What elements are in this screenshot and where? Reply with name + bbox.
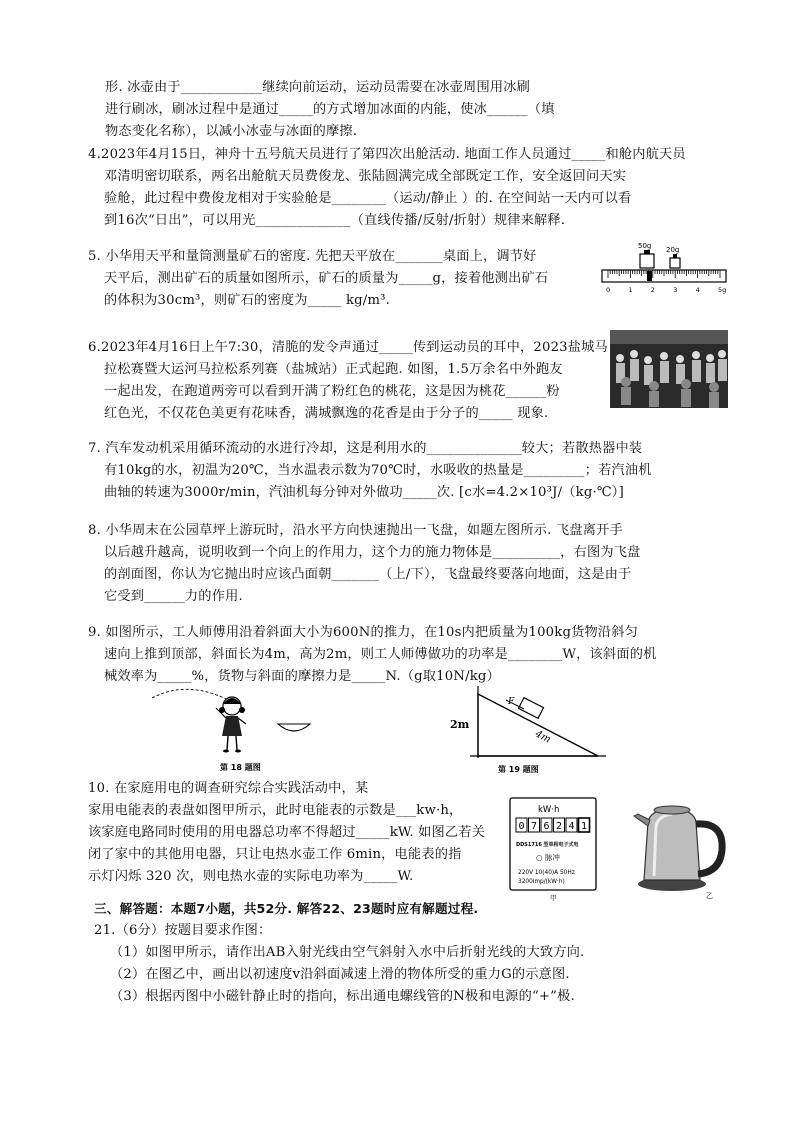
section3-heading: 三、解答题：本题7小题，共52分. 解答22、23题时应有解题过程.: [94, 901, 479, 916]
intro-line-3: 物态变化名称），以减小冰壶与冰面的摩擦.: [105, 124, 358, 139]
frisbee-cross-section: [278, 724, 310, 731]
q10-line-1: 10. 在家庭用电的调查研究综合实践活动中，某: [88, 781, 369, 796]
q7-line-3: 曲轴的转速为3000r/min，汽油机每分钟对外做功_____次. [c水=4.2×10³J/（kg·℃）]: [104, 485, 624, 500]
q7-line-2: 有10kg的水，初温为20℃，当水温表示数为70℃时，水吸收的热量是_________；若汽油机: [104, 463, 652, 478]
weight-20g-label: 20g: [666, 246, 680, 254]
q8-line-3: 的剖面图，你认为它抛出时应该凸面朝_______（上/下），飞盘最终要落向地面，这是由于: [104, 567, 632, 582]
q21-item-1: （1）如图甲所示，请作出AB入射光线由空气斜射入水中后折射光线的大致方向.: [110, 945, 585, 960]
q10-line-4: 闭了家中的其他用电器，只让电热水壶工作 6min，电能表的指: [88, 847, 462, 862]
scale-tick-label: 4: [695, 286, 700, 294]
q6-line-4: 红色光，不仅花色美更有花味香，满城飘逸的花香是由于分子的_____ 现象.: [104, 406, 549, 421]
girl-icon: [216, 697, 246, 753]
q9-line-3: 械效率为_____%，货物与斜面的摩擦力是_____N.（g取10N/kg）: [104, 669, 500, 684]
meter-digit: 7: [531, 821, 538, 832]
balance-figure: [600, 240, 730, 296]
fig18-caption: 第 18 题图: [220, 763, 261, 772]
marathon-photo: [610, 330, 728, 408]
length-label: 4m: [533, 728, 553, 746]
weight-50g-icon: [640, 250, 654, 268]
q8-line-4: 它受到______力的作用.: [104, 589, 243, 604]
label-yi: 乙: [706, 892, 713, 900]
q4-line-1: 4.2023年4月15日，神舟十五号航天员进行了第四次出舱活动. 地面工作人员通过_____和舱内航天员: [88, 147, 686, 162]
meter-digit: 1: [581, 821, 588, 832]
fig19-caption: 第 19 题图: [498, 765, 539, 774]
meter-spec-1: 220V 10(40)A 50Hz: [518, 870, 575, 876]
scale-tick-label: 0: [606, 286, 611, 294]
weight-20g-icon: [670, 254, 680, 268]
scale-tick-label: 3: [673, 286, 678, 294]
q10-line-2: 家用电能表的表盘如图甲所示，此时电能表的示数是___kw·h，: [88, 803, 463, 818]
kettle-icon: [634, 806, 722, 891]
incline-triangle: [478, 694, 598, 756]
q5-line-2: 天平后，测出矿石的质量如图所示，矿石的质量为_____g，接着他测出矿石: [104, 271, 549, 286]
meter-digit: 4: [568, 821, 575, 832]
q21-item-2: （2）在图乙中，画出以初速度v沿斜面减速上滑的物体所受的重力G的示意图.: [110, 967, 570, 982]
meter-digit: 0: [518, 821, 525, 832]
scale-tick-label: 5g: [718, 286, 727, 294]
height-label: 2m: [450, 718, 470, 731]
q4-line-2: 邓清明密切联系，两名出舱航天员费俊龙、张陆圆满完成全部既定工作，安全返回问天实: [104, 169, 627, 184]
q6-line-3: 一起出发，在跑道两旁可以看到开满了粉红色的桃花，这是因为桃花______粉: [104, 384, 560, 399]
q5-line-1: 5. 小华用天平和量筒测量矿石的密度. 先把天平放在_______桌面上，调节好: [88, 249, 537, 264]
meter-model: DDS1716 型单相电子式电: [516, 842, 579, 848]
incline-figure: [440, 686, 610, 776]
scale-tick-label: 2: [650, 286, 655, 294]
meter-digit: 6: [543, 821, 550, 832]
q6-line-1: 6.2023年4月16日上午7:30，清脆的发令声通过_____传到运动员的耳中，2023盐城马: [88, 340, 608, 355]
q4-line-3: 验舱，此过程中费俊龙相对于实验舱是________（运动/静止 ）的. 在空间站一天内可以看: [104, 191, 632, 206]
frisbee-figure: [150, 684, 340, 774]
label-jia: 甲: [550, 894, 557, 902]
meter-digit: 2: [556, 821, 563, 832]
force-label: F: [508, 697, 515, 707]
q8-line-2: 以后越升越高，说明收到一个向上的作用力，这个力的施力物体是__________，右图为飞盘: [104, 545, 641, 560]
rider-icon: [647, 271, 652, 281]
q4-line-4: 到16次“日出”，可以用光______________（直线传播/反射/折射）规律来解释.: [104, 213, 566, 228]
weight-50g-label: 50g: [638, 242, 652, 250]
q9-line-2: 速向上推到顶部，斜面长为4m，高为2m，则工人师傅做功的功率是________W，该斜面的机: [104, 647, 657, 662]
q5-line-3: 的体积为30cm³，则矿石的密度为_____ kg/m³.: [104, 293, 391, 308]
q7-line-1: 7. 汽车发动机采用循环流动的水进行冷却，这是利用水的______________较大；若散热器中装: [88, 441, 643, 456]
intro-line-2: 进行刷冰，刷冰过程中是通过_____的方式增加冰面的内能，使冰______（填: [105, 102, 555, 117]
q21-item-3: （3）根据丙图中小磁针静止时的指向，标出通电螺线管的N极和电源的“+”极.: [110, 989, 575, 1004]
q8-line-1: 8. 小华周末在公园草坪上游玩时，沿水平方向快速抛出一飞盘，如题左图所示. 飞盘离开手: [88, 523, 623, 538]
q21-title: 21.（6分）按题目要求作图：: [94, 923, 272, 938]
meter-pulse: ○ 脉冲: [536, 853, 560, 862]
intro-line-1: 形. 冰壶由于____________继续向前运动，运动员需要在冰壶周围用冰刷: [105, 80, 530, 95]
meter-unit: kW·h: [538, 805, 560, 815]
q6-line-2: 拉松赛暨大运河马拉松系列赛（盐城站）正式起跑. 如图，1.5万余名中外跑友: [104, 362, 563, 377]
meter-spec-2: 3200imp/(kW·h): [518, 879, 565, 885]
energy-meter-figure: [508, 796, 600, 902]
scale-tick-label: 1: [628, 286, 633, 294]
q10-line-5: 示灯闪烁 320 次，则电热水壶的实际电功率为_____W.: [88, 869, 414, 884]
q10-line-3: 该家庭电路同时使用的用电器总功率不得超过_____kW. 如图乙若关: [88, 825, 486, 840]
q9-line-1: 9. 如图所示，工人师傅用沿着斜面大小为600N的推力，在10s内把质量为100kg货物沿斜匀: [88, 625, 639, 640]
kettle-figure: [632, 800, 732, 900]
